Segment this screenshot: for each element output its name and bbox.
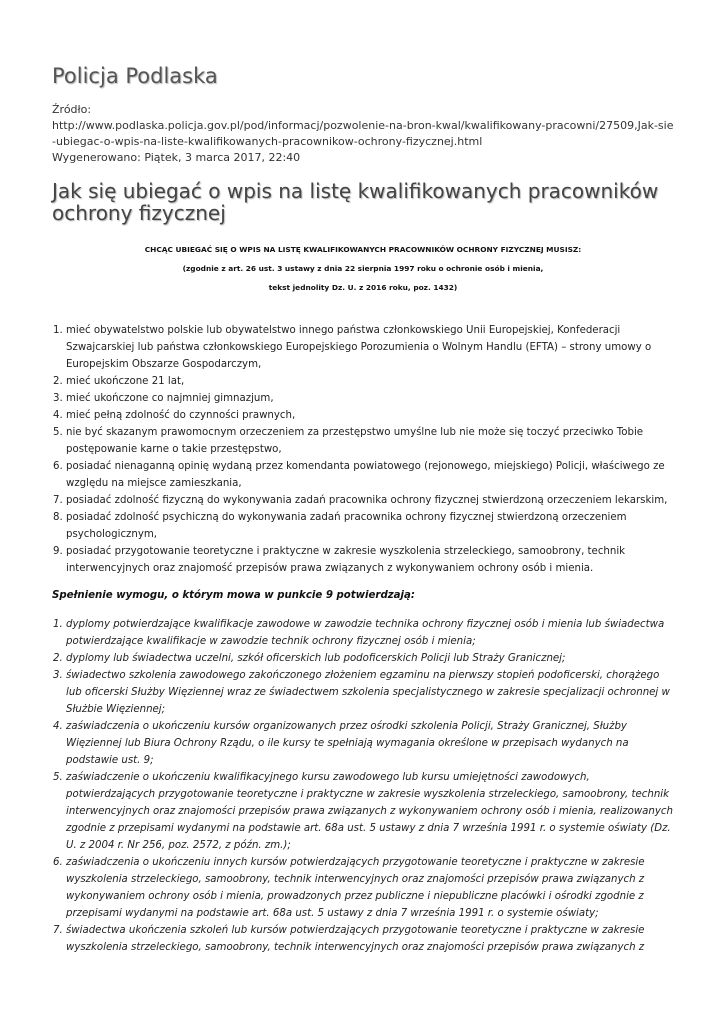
list-item: 2. dyplomy lub świadectwa uczelni, szkół oficerskich lub podoficerskich Policji lub Straży Granicznej;	[66, 650, 674, 667]
intro-line: tekst jednolity Dz. U. z 2016 roku, poz. 1432)	[268, 283, 458, 292]
list-item: 4. zaświadczenia o ukończeniu kursów organizowanych przez ośrodki szkolenia Policji, Straży Granicznej, Służby Więziennej lub Biura Ochrony Rządu, o ile kursy te spełniają wymagania określone w przepisach wydanych na podstawie ust. 9;	[66, 718, 674, 769]
site-title: Policja Podlaska	[52, 64, 218, 88]
intro-line: (zgodnie z art. 26 ust. 3 ustawy z dnia 22 sierpnia 1997 roku o ochronie osób i mienia,	[182, 264, 544, 273]
list-item: 3. mieć ukończone co najmniej gimnazjum,	[66, 390, 674, 407]
list-item: 8. posiadać zdolność psychiczną do wykonywania zadań pracownika ochrony fizycznej stwierdzoną orzeczeniem psychologicznym,	[66, 509, 674, 543]
list-item: 6. zaświadczenia o ukończeniu innych kursów potwierdzających przygotowanie teoretyczne i praktyczne w zakresie wyszkolenia strzeleckiego, samoobrony, technik interwencyjnych oraz znajomości przepisów prawa związanych z wykonywaniem ochrony osób i mienia, prowadzonych przez publiczne i niepubliczne placówki i ośrodki zgodnie z przepisami wydanymi na podstawie art. 68a ust. 5 ustawy z dnia 7 września 1991 r. o systemie oświaty;	[66, 854, 674, 922]
list-item: 5. nie być skazanym prawomocnym orzeczeniem za przestępstwo umyślne lub nie może się toczyć przeciwko Tobie postępowanie karne o takie przestępstwo,	[66, 424, 674, 458]
source-meta	[52, 102, 674, 166]
document-page	[52, 62, 674, 956]
intro-block	[52, 244, 674, 294]
source-label: Źródło:	[52, 103, 92, 116]
list-item: 6. posiadać nienaganną opinię wydaną przez komendanta powiatowego (rejonowego, miejskiego) Policji, właściwego ze względu na miejsce zamieszkania,	[66, 458, 674, 492]
list-item: 1. dyplomy potwierdzające kwalifikacje zawodowe w zawodzie technika ochrony fizycznej osób i mienia lub świadectwa potwierdzające kwalifikacje w zawodzie technik ochrony fizycznej osób i mienia;	[66, 616, 674, 650]
section-subheading: Spełnienie wymogu, o którym mowa w punkcie 9 potwierdzają:	[52, 590, 415, 601]
source-url: http://www.podlaska.policja.gov.pl/pod/informacj/pozwolenie-na-bron-kwal/kwalifikowany-pracowni/27509,Jak-sie-ubiegac-o-wpis-na-liste-kwalifikowanych-pracownikow-ochrony-fizycznej.html	[52, 119, 674, 148]
list-item: 1. mieć obywatelstwo polskie lub obywatelstwo innego państwa członkowskiego Unii Europejskiej, Konfederacji Szwajcarskiej lub państwa członkowskiego Europejskiego Porozumienia o Wolnym Handlu (EFTA) – strony umowy o Europejskim Obszarze Gospodarczym,	[66, 322, 674, 373]
intro-line: CHCĄC UBIEGAĆ SIĘ O WPIS NA LISTĘ KWALIFIKOWANYCH PRACOWNIKÓW OCHRONY FIZYCZNEJ MUSISZ:	[144, 245, 582, 254]
requirements-list	[52, 322, 674, 577]
list-item: 7. świadectwa ukończenia szkoleń lub kursów potwierdzających przygotowanie teoretyczne i praktyczne w zakresie wyszkolenia strzeleckiego, samoobrony, technik interwencyjnych oraz znajomości przepisów prawa związanych z	[66, 922, 674, 956]
article-title: Jak się ubiegać o wpis na listę kwalifikowanych pracowników ochrony fizycznej	[52, 179, 659, 225]
generated-timestamp: Wygenerowano: Piątek, 3 marca 2017, 22:40	[52, 151, 301, 164]
list-item: 7. posiadać zdolność fizyczną do wykonywania zadań pracownika ochrony fizycznej stwierdzoną orzeczeniem lekarskim,	[66, 492, 674, 509]
list-item: 2. mieć ukończone 21 lat,	[66, 373, 674, 390]
list-item: 3. świadectwo szkolenia zawodowego zakończonego złożeniem egzaminu na pierwszy stopień podoficerski, chorążego lub oficerski Służby Więziennej wraz ze świadectwem szkolenia specjalistycznego w zakresie specjalizacji ochronnej w Służbie Więziennej;	[66, 667, 674, 718]
list-item: 4. mieć pełną zdolność do czynności prawnych,	[66, 407, 674, 424]
proofs-list	[52, 616, 674, 956]
list-item: 5. zaświadczenie o ukończeniu kwalifikacyjnego kursu zawodowego lub kursu umiejętności zawodowych, potwierdzających przygotowanie teoretyczne i praktyczne w zakresie wyszkolenia strzeleckiego, samoobrony, technik interwencyjnych oraz znajomości przepisów prawa związanych z wykonywaniem ochrony osób i mienia, realizowanych zgodnie z przepisami wydanymi na podstawie art. 68a ust. 5 ustawy z dnia 7 września 1991 r. o systemie oświaty (Dz. U. z 2004 r. Nr 256, poz. 2572, z późn. zm.);	[66, 769, 674, 854]
list-item: 9. posiadać przygotowanie teoretyczne i praktyczne w zakresie wyszkolenia strzeleckiego, samoobrony, technik interwencyjnych oraz znajomość przepisów prawa związanych z wykonywaniem ochrony osób i mienia.	[66, 543, 674, 577]
